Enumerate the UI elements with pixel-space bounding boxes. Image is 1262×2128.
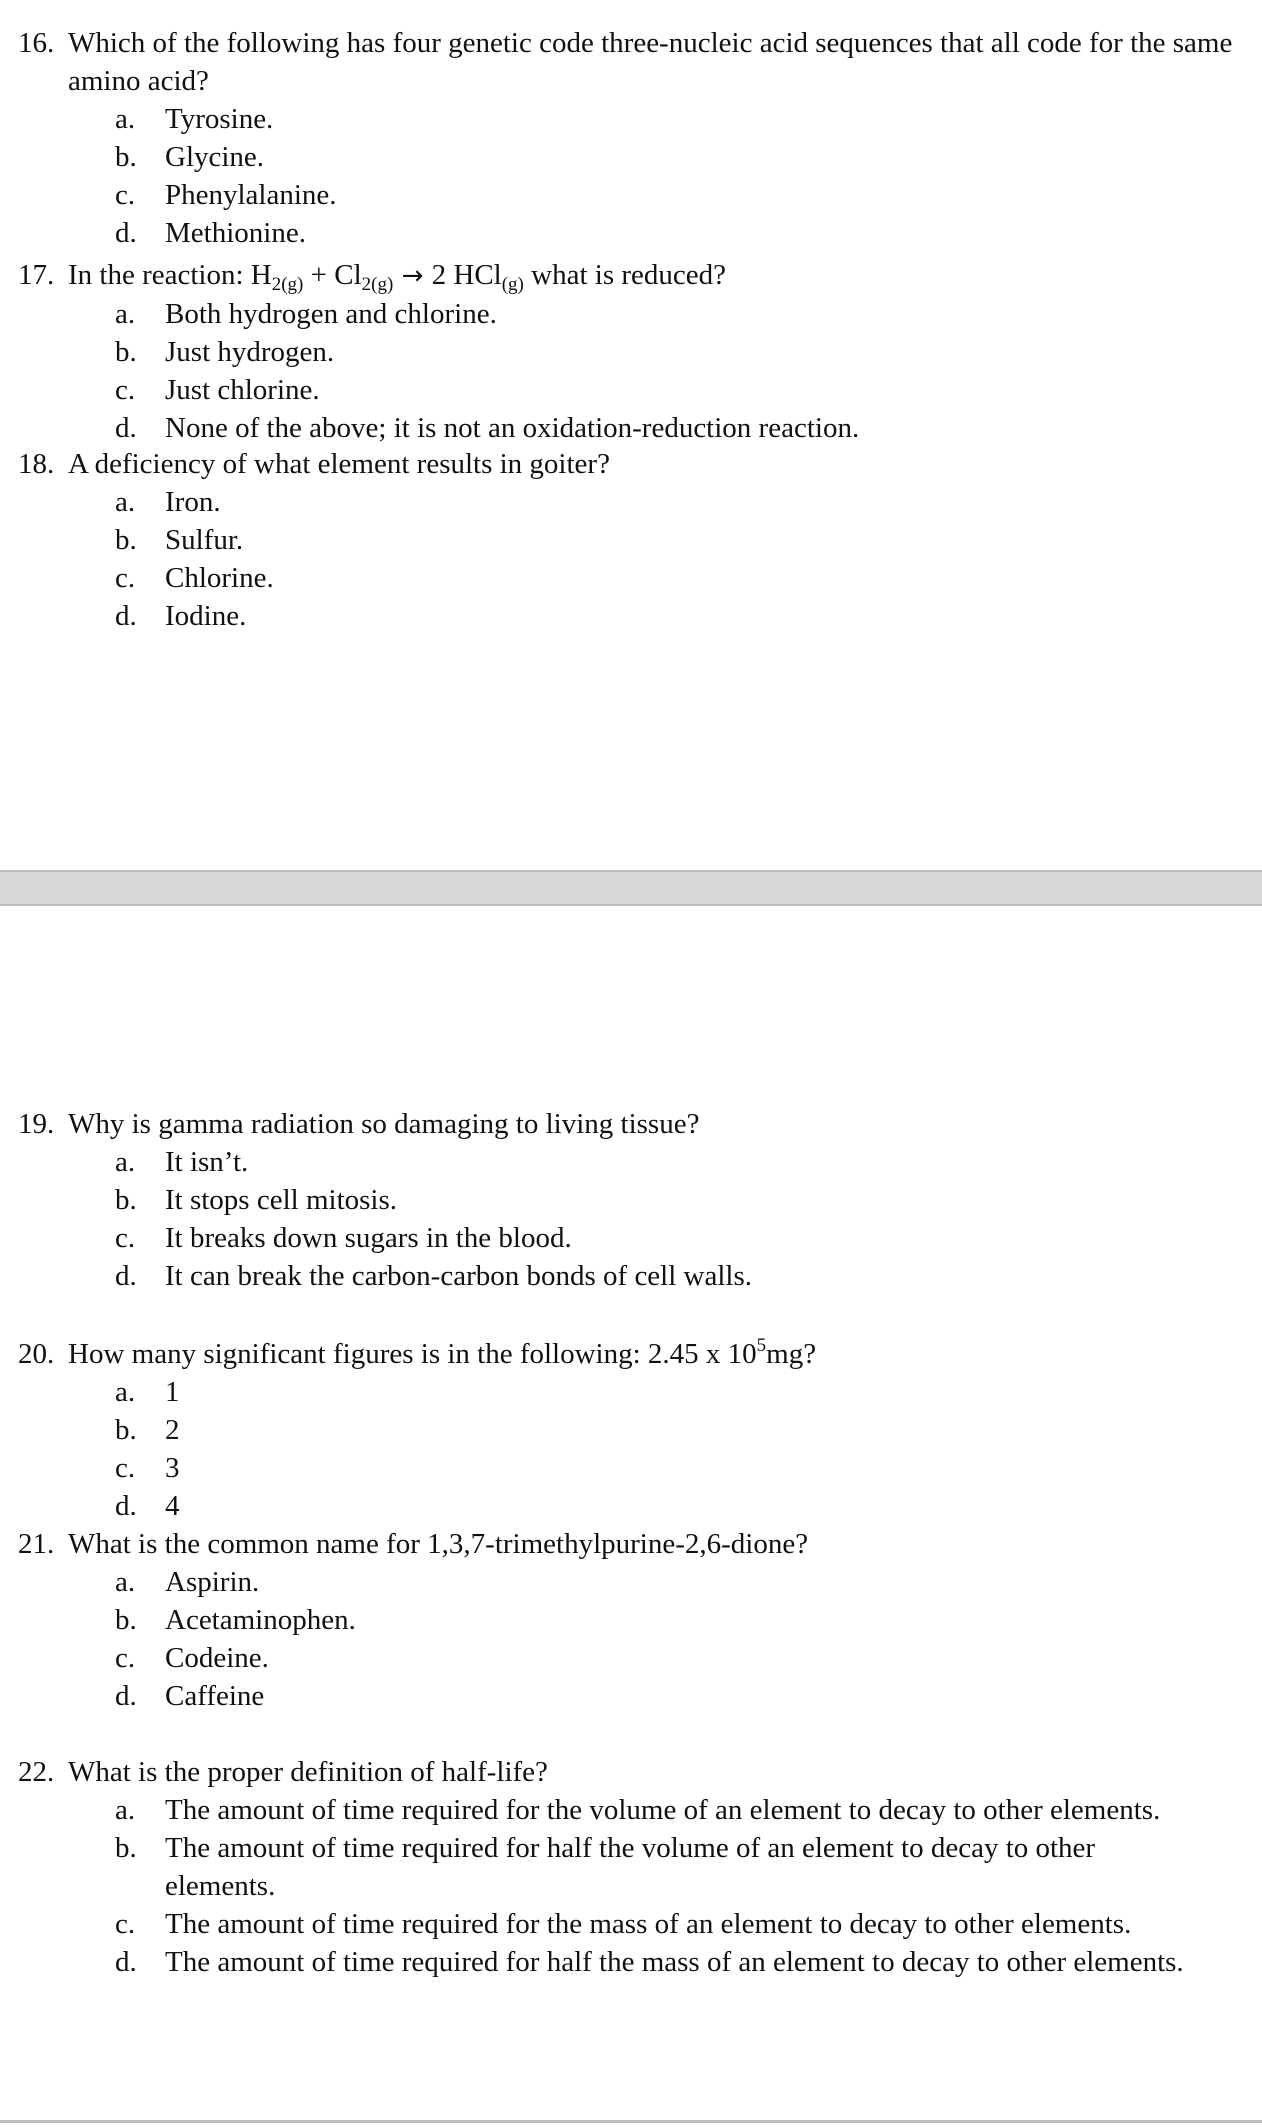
option-letter: d.	[115, 1490, 137, 1522]
option-letter: a.	[115, 103, 136, 135]
answer-option-b	[18, 1411, 1238, 1449]
option-letter: b.	[115, 1832, 137, 1864]
option-text: 1	[165, 1376, 180, 1408]
option-letter: c.	[115, 1642, 136, 1674]
answer-options	[18, 483, 1238, 635]
option-letter: a.	[115, 486, 136, 518]
option-text: Tyrosine.	[165, 103, 274, 135]
question-stem	[18, 1525, 1238, 1563]
option-letter: c.	[115, 1908, 136, 1940]
question-number: 21.	[18, 1528, 55, 1560]
answer-option-b	[18, 138, 1238, 176]
option-letter: d.	[115, 1260, 137, 1292]
answer-options	[18, 295, 1238, 447]
option-text: Phenylalanine.	[165, 179, 337, 211]
option-letter: c.	[115, 374, 136, 406]
answer-option-c	[18, 1905, 1238, 1943]
answer-option-d	[18, 1487, 1238, 1525]
option-letter: c.	[115, 1452, 136, 1484]
answer-option-a	[18, 100, 1238, 138]
option-text: Both hydrogen and chlorine.	[165, 298, 497, 330]
option-text: Just hydrogen.	[165, 336, 335, 368]
question-stem	[18, 445, 1238, 483]
question-16	[18, 24, 1238, 252]
question-22	[18, 1753, 1238, 1981]
answer-option-a	[18, 1563, 1238, 1601]
answer-option-d	[18, 1257, 1238, 1295]
option-text: Sulfur.	[165, 524, 244, 556]
exponent-superscript: 5	[756, 1335, 767, 1356]
option-text: It stops cell mitosis.	[165, 1184, 397, 1216]
question-text: Why is gamma radiation so damaging to living tissue?	[68, 1108, 700, 1140]
question-number: 20.	[18, 1338, 55, 1370]
answer-options	[18, 1791, 1238, 1981]
question-stem	[18, 1105, 1238, 1143]
answer-option-a	[18, 1791, 1238, 1829]
answer-option-c	[18, 176, 1238, 214]
option-text: It breaks down sugars in the blood.	[165, 1222, 572, 1254]
question-text	[68, 256, 1238, 295]
option-text: Methionine.	[165, 217, 306, 249]
option-text: 2	[165, 1414, 180, 1446]
option-text: None of the above; it is not an oxidation-reduction reaction.	[165, 412, 860, 444]
option-text: Just chlorine.	[165, 374, 320, 406]
hydrogen-state-subscript: 2(g)	[271, 274, 304, 295]
answer-option-b	[18, 1181, 1238, 1219]
answer-option-b	[18, 1601, 1238, 1639]
answer-option-c	[18, 1449, 1238, 1487]
stem-plus-chlorine: + Cl	[303, 259, 362, 291]
stem-unit: mg?	[766, 1338, 817, 1370]
option-letter: a.	[115, 1376, 136, 1408]
option-text: The amount of time required for half the volume of an element to decay to other elements.	[165, 1832, 1096, 1902]
question-21	[18, 1525, 1238, 1715]
option-letter: d.	[115, 1946, 137, 1978]
answer-options	[18, 100, 1238, 252]
answer-option-c	[18, 559, 1238, 597]
question-stem	[18, 1335, 1238, 1373]
option-letter: b.	[115, 1414, 137, 1446]
option-text: Acetaminophen.	[165, 1604, 356, 1636]
question-number: 19.	[18, 1108, 55, 1140]
option-letter: d.	[115, 217, 137, 249]
option-letter: b.	[115, 524, 137, 556]
option-letter: b.	[115, 336, 137, 368]
question-text: What is the common name for 1,3,7-trimethylpurine-2,6-dione?	[68, 1528, 809, 1560]
question-text: What is the proper definition of half-life?	[68, 1756, 548, 1788]
option-letter: b.	[115, 1604, 137, 1636]
answer-option-a	[18, 295, 1238, 333]
option-text: Glycine.	[165, 141, 265, 173]
answer-option-d	[18, 409, 1238, 447]
question-number: 16.	[18, 27, 55, 59]
question-stem	[18, 256, 1238, 295]
option-letter: a.	[115, 1794, 136, 1826]
question-stem	[18, 24, 1238, 100]
option-letter: d.	[115, 412, 137, 444]
answer-option-d	[18, 214, 1238, 252]
option-letter: a.	[115, 298, 136, 330]
answer-option-a	[18, 1373, 1238, 1411]
option-text: It isn’t.	[165, 1146, 249, 1178]
question-text: A deficiency of what element results in goiter?	[68, 448, 610, 480]
option-text: The amount of time required for the volume of an element to decay to other elements.	[165, 1794, 1161, 1826]
option-text: Codeine.	[165, 1642, 269, 1674]
page-break-separator	[0, 870, 1262, 906]
chlorine-state-subscript: 2(g)	[361, 274, 394, 295]
option-letter: b.	[115, 1184, 137, 1216]
product-state-subscript: (g)	[501, 274, 524, 295]
answer-option-d	[18, 1677, 1238, 1715]
question-number: 18.	[18, 448, 55, 480]
answer-option-d	[18, 1943, 1238, 1981]
page-bottom-border	[0, 2120, 1262, 2123]
answer-options	[18, 1373, 1238, 1525]
option-letter: a.	[115, 1566, 136, 1598]
stem-product: 2 HCl	[431, 259, 502, 291]
option-text: Iron.	[165, 486, 221, 518]
option-letter: a.	[115, 1146, 136, 1178]
option-text: It can break the carbon-carbon bonds of cell walls.	[165, 1260, 753, 1292]
question-18	[18, 445, 1238, 635]
question-number: 22.	[18, 1756, 55, 1788]
question-text: Which of the following has four genetic code three-nucleic acid sequences that all code for the same amino acid?	[68, 27, 1233, 97]
option-text: Chlorine.	[165, 562, 274, 594]
option-text: 4	[165, 1490, 180, 1522]
option-letter: b.	[115, 141, 137, 173]
answer-option-b	[18, 521, 1238, 559]
answer-option-c	[18, 371, 1238, 409]
reaction-arrow-icon: →	[393, 261, 432, 291]
option-letter: c.	[115, 179, 136, 211]
answer-option-c	[18, 1639, 1238, 1677]
answer-options	[18, 1563, 1238, 1715]
stem-intro: In the reaction: H	[68, 259, 272, 291]
question-number: 17.	[18, 259, 55, 291]
question-17	[18, 256, 1238, 447]
stem-question: what is reduced?	[523, 259, 726, 291]
option-text: 3	[165, 1452, 180, 1484]
option-text: The amount of time required for the mass of an element to decay to other elements.	[165, 1908, 1132, 1940]
stem-intro: How many significant figures is in the following: 2.45 x 10	[68, 1338, 757, 1370]
option-letter: c.	[115, 1222, 136, 1254]
option-text: Aspirin.	[165, 1566, 260, 1598]
answer-option-a	[18, 1143, 1238, 1181]
question-19	[18, 1105, 1238, 1295]
option-text: Iodine.	[165, 600, 247, 632]
answer-option-b	[18, 333, 1238, 371]
answer-option-c	[18, 1219, 1238, 1257]
question-text	[68, 1335, 1238, 1373]
question-stem	[18, 1753, 1238, 1791]
answer-option-d	[18, 597, 1238, 635]
option-letter: d.	[115, 1680, 137, 1712]
option-text: Caffeine	[165, 1680, 265, 1712]
question-20	[18, 1335, 1238, 1525]
option-letter: c.	[115, 562, 136, 594]
option-letter: d.	[115, 600, 137, 632]
answer-option-b	[18, 1829, 1238, 1905]
answer-option-a	[18, 483, 1238, 521]
option-text: The amount of time required for half the mass of an element to decay to other elements.	[165, 1946, 1184, 1978]
answer-options	[18, 1143, 1238, 1295]
